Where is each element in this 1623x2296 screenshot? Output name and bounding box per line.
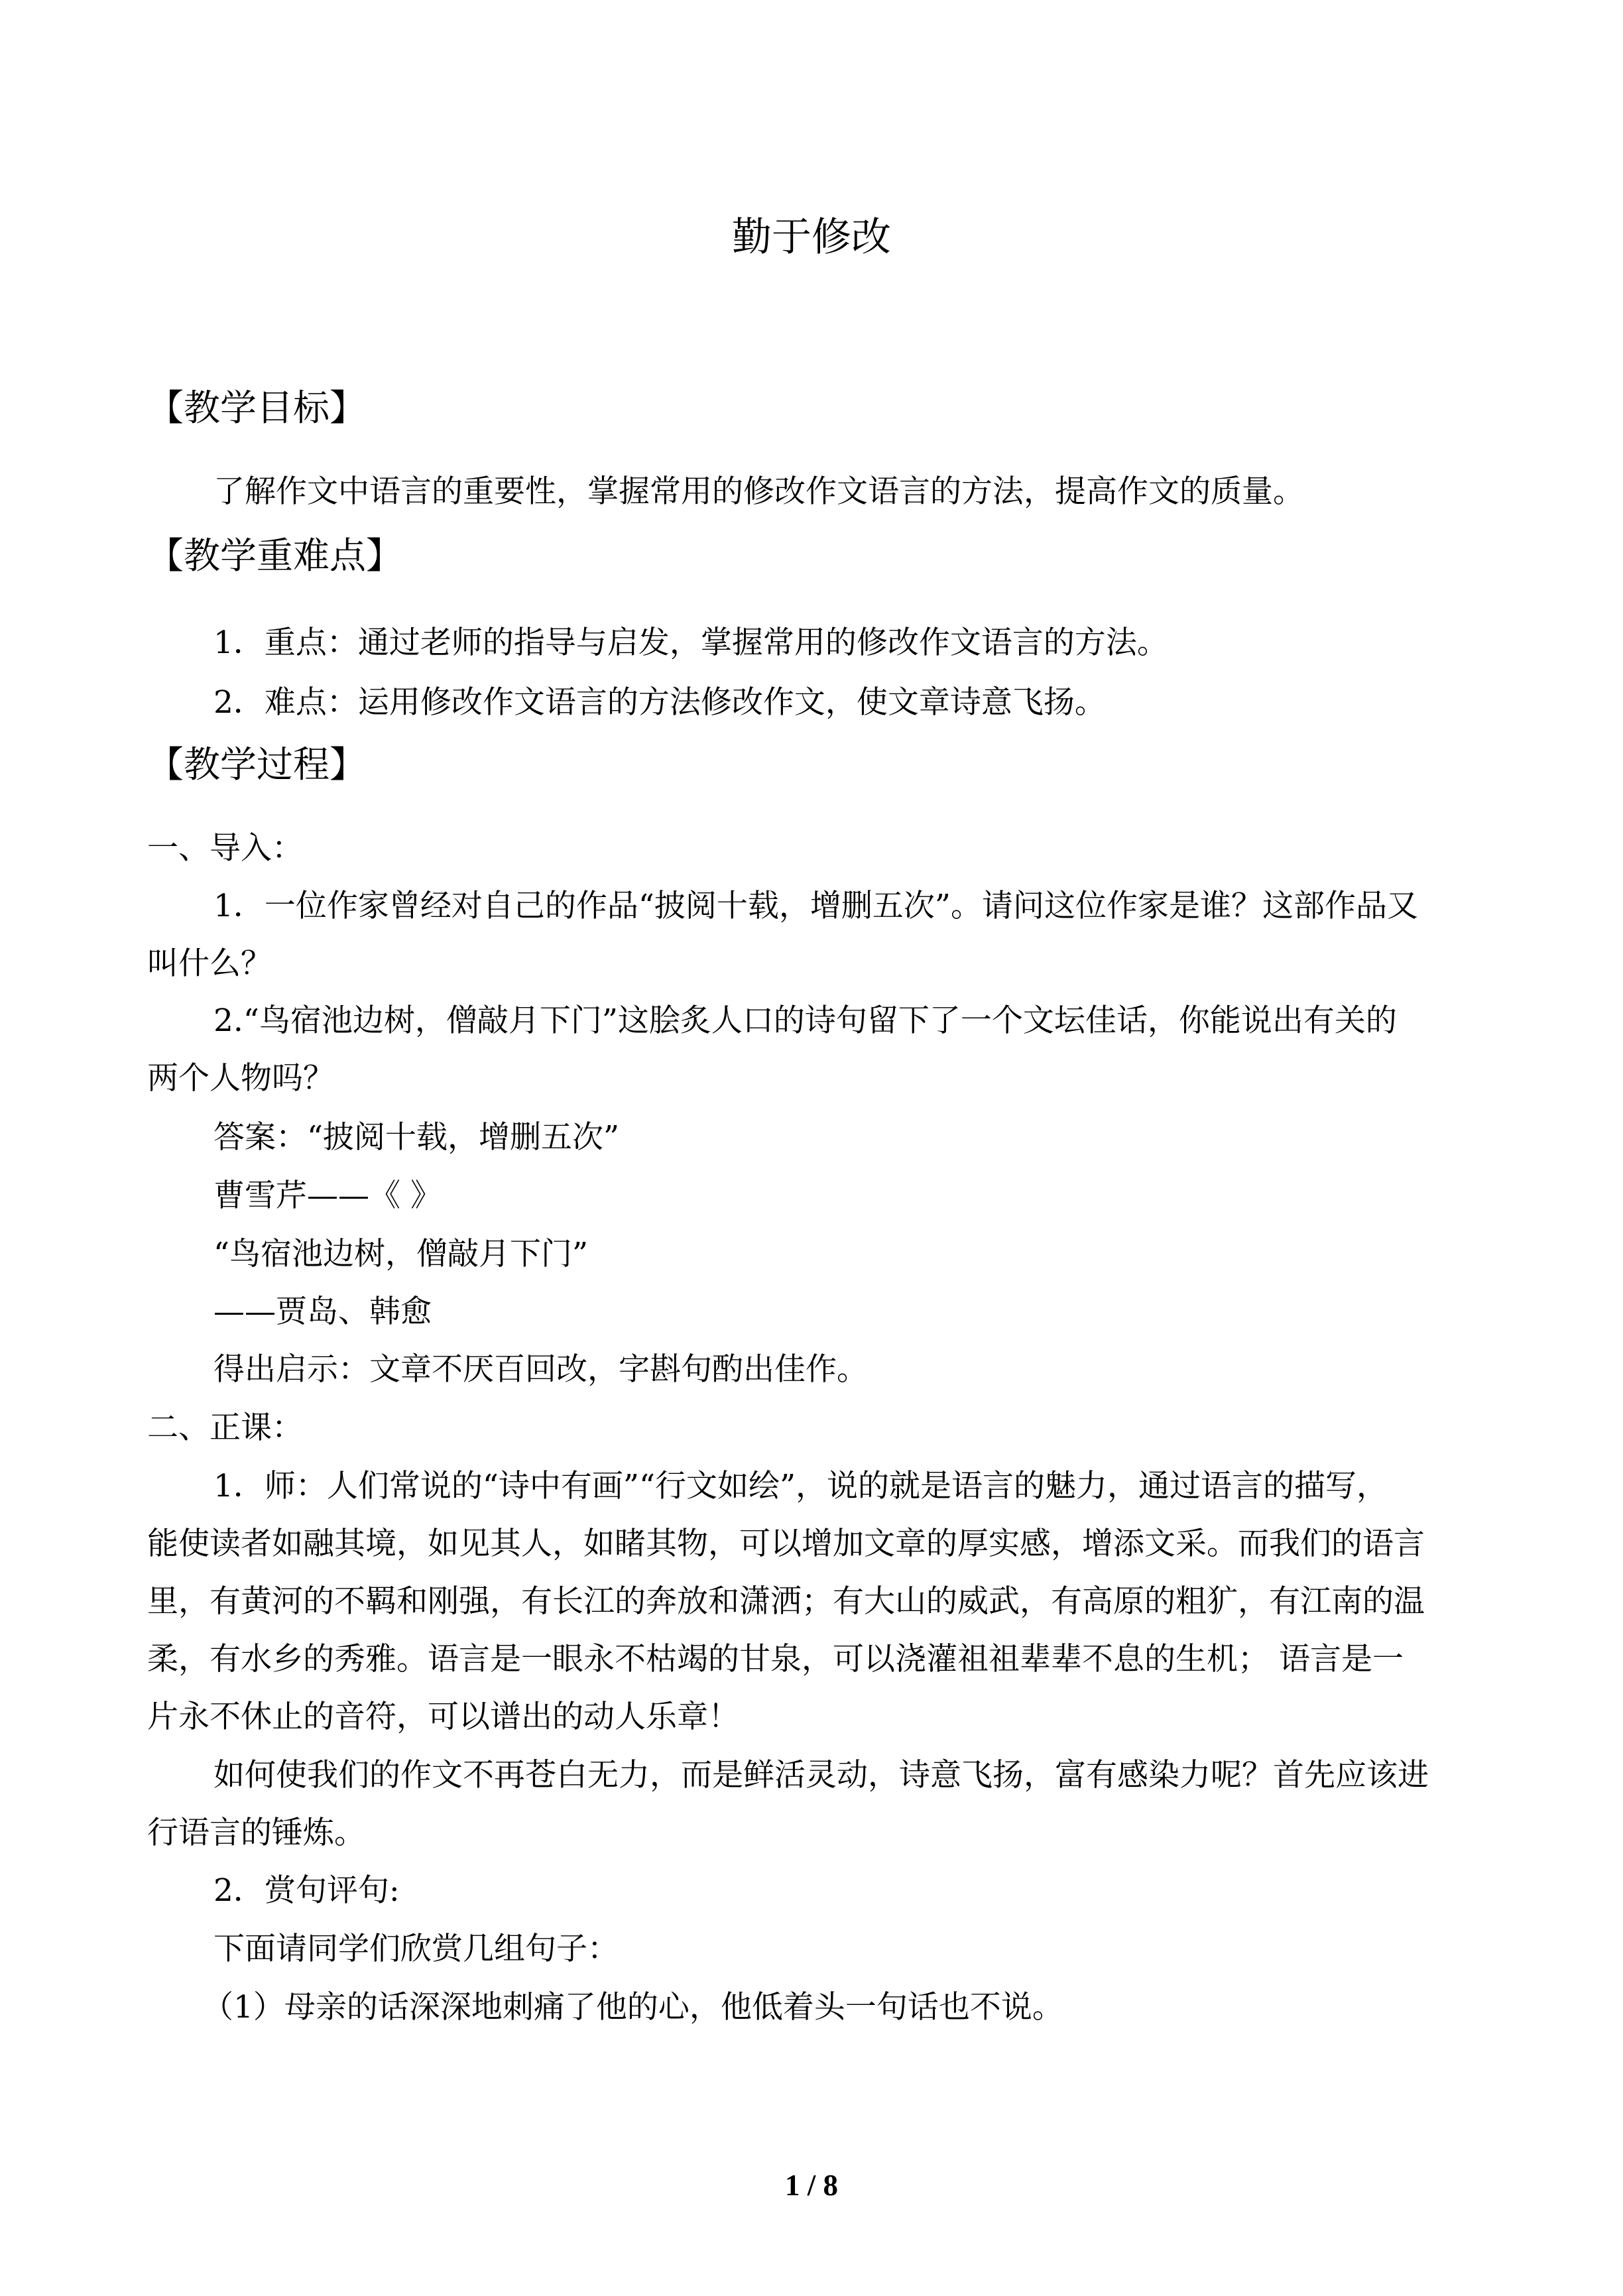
lesson-paragraph-1-line-3: 里，有黄河的不羁和刚强，有长江的奔放和潇洒；有大山的威武，有高原的粗犷，有江南的温 (147, 1583, 1425, 1620)
appreciate-heading: 2．赏句评句: (213, 1872, 400, 1909)
intro-question-2-line-1: 2.“鸟宿池边树，僧敲月下门”这脍炙人口的诗句留下了一个文坛佳话，你能说出有关的 (213, 1002, 1397, 1039)
key-point-2: 2．难点：运用修改作文语言的方法修改作文，使文章诗意飞扬。 (213, 684, 1106, 721)
lesson-paragraph-2-line-2: 行语言的锤炼。 (147, 1815, 365, 1851)
lesson-paragraph-1-line-2: 能使读者如融其境，如见其人，如睹其物，可以增加文章的厚实感，增添文采。而我们的语言 (147, 1526, 1425, 1562)
intro-question-2-line-2: 两个人物吗？ (147, 1060, 334, 1097)
intro-question-1-line-1: 1．一位作家曾经对自己的作品“披阅十载，增删五次”。请问这位作家是谁？这部作品又 (213, 888, 1418, 924)
goals-text: 了解作文中语言的重要性，掌握常用的修改作文语言的方法，提高作文的质量。 (213, 473, 1304, 510)
section-heading-key-points: 【教学重难点】 (147, 534, 403, 577)
lesson-paragraph-1-line-5: 片永不休止的音符，可以谱出的动人乐章！ (147, 1699, 739, 1735)
document-title: 勤于修改 (732, 214, 891, 261)
insight-text: 得出启示：文章不厌百回改，字斟句酌出佳作。 (213, 1351, 868, 1388)
part2-heading: 二、正课： (147, 1410, 303, 1446)
lesson-paragraph-1-line-1: 1．师：人们常说的“诗中有画”“行文如绘”，说的就是语言的魅力，通过语言的描写， (213, 1468, 1388, 1504)
part1-heading: 一、导入： (147, 830, 303, 867)
answer-line-4: ——贾岛、韩愈 (213, 1294, 432, 1330)
lesson-paragraph-2-line-1: 如何使我们的作文不再苍白无力，而是鲜活灵动，诗意飞扬，富有感染力呢？首先应该进 (213, 1757, 1429, 1793)
example-sentence-1: （1）母亲的话深深地刺痛了他的心，他低着头一句话也不说。 (202, 1989, 1063, 2025)
section-heading-goals: 【教学目标】 (147, 387, 367, 429)
section-heading-process: 【教学过程】 (147, 743, 367, 786)
answer-line-2: 曹雪芹——《 》 (213, 1178, 442, 1214)
lesson-paragraph-1-line-4: 柔，有水乡的秀雅。语言是一眼永不枯竭的甘泉，可以浇灌祖祖辈辈不息的生机； 语言是一 (147, 1641, 1404, 1677)
answer-line-1: 答案：“披阅十载，增删五次” (213, 1119, 620, 1156)
intro-question-1-line-2: 叫什么？ (147, 945, 272, 982)
key-point-1: 1．重点：通过老师的指导与启发，掌握常用的修改作文语言的方法。 (213, 625, 1168, 661)
answer-line-3: “鸟宿池边树，僧敲月下门” (213, 1236, 589, 1272)
page-number: 1 / 8 (784, 2169, 838, 2202)
appreciate-intro: 下面请同学们欣赏几组句子： (213, 1931, 619, 1967)
